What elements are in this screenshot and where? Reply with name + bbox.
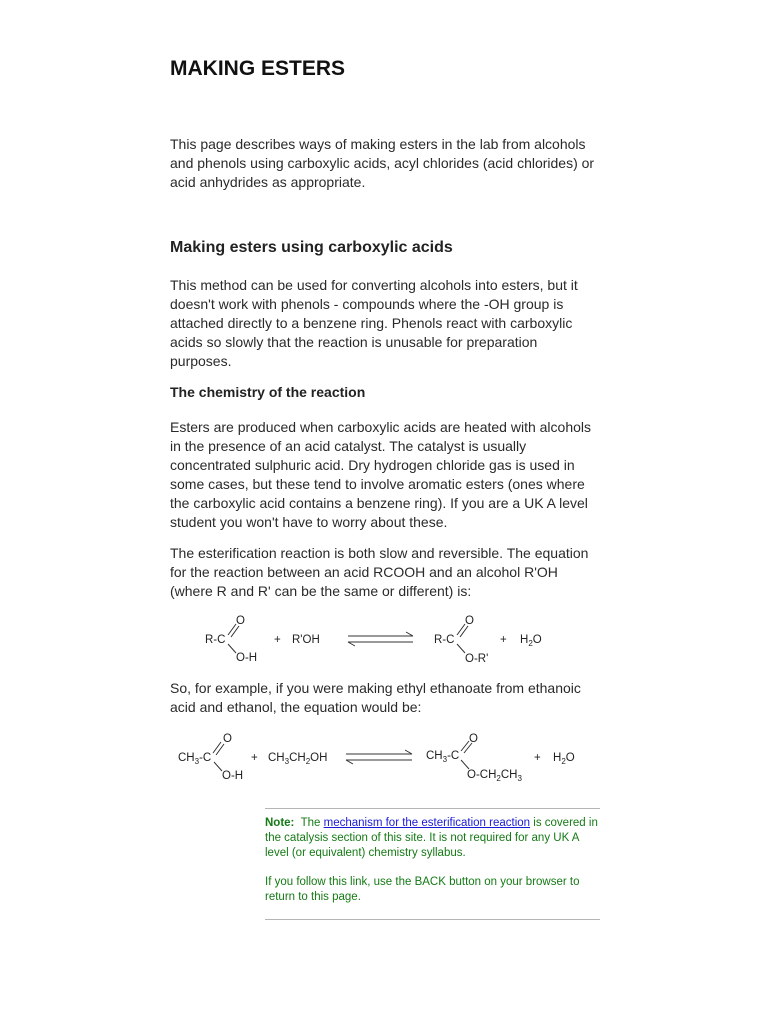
chemistry-paragraph: Esters are produced when carboxylic acids are heated with alcohols in the presence of an acid catalyst. The catalyst is usually concentrated sulphuric acid. Dry hydrogen chloride gas is used in some cases, but these tend to involve aromatic esters (ones where the carboxylic acid contains a benzene ring). If you are a UK A level student you won't have to worry about these. <box>170 419 592 530</box>
ester-or: O-R' <box>465 653 489 665</box>
ester-r-c: R-C <box>434 634 455 646</box>
plus-sign: + <box>274 634 281 646</box>
water: $H_2O$ <box>553 752 575 766</box>
note-back-paragraph: If you follow this link, use the BACK button on your browser to return to this page. <box>265 876 580 903</box>
ethanol: $CH_3CH_2OH$ <box>268 752 328 766</box>
note-text-after: is covered in the catalysis section of this site. It is not required for any UK A level (or equivalent) chemistry syllabus. <box>265 817 598 859</box>
plus-sign: + <box>500 634 507 646</box>
equilibrium-arrow-icon <box>346 750 412 764</box>
ester-carbonyl-o: O <box>469 733 478 745</box>
note-text-before: The <box>300 817 321 829</box>
alcohol: R'OH <box>292 634 320 646</box>
equilibrium-arrow-icon <box>348 632 413 646</box>
example-paragraph: So, for example, if you were making ethyl ethanoate from ethanoic acid and ethanol, the equation would be: <box>170 680 581 715</box>
ester-carbonyl-o: O <box>465 615 474 627</box>
subheading: The chemistry of the reaction <box>170 384 366 400</box>
acid-hydroxyl: O-H <box>236 652 258 664</box>
acid-hydroxyl: O-H <box>222 770 244 782</box>
note-label: Note: <box>265 817 295 829</box>
plus-sign: + <box>251 752 258 764</box>
page-title: MAKING ESTERS <box>170 57 346 80</box>
intro-paragraph: This page describes ways of making esters in the lab from alcohols and phenols using carboxylic acids, acyl chlorides (acid chlorides) or acid anhydrides as appropriate. <box>170 136 595 190</box>
esterification-paragraph: The esterification reaction is both slow and reversible. The equation for the reaction between an acid RCOOH and an alcohol R'OH (where R and R' can be the same or different) is: <box>170 545 589 599</box>
water: $H_2O$ <box>520 634 542 648</box>
ethyl-ethanoate: $CH_3-C$ <box>426 750 460 764</box>
ester-ethoxy: $O-CH_2CH_3$ <box>467 769 522 783</box>
ethyl-ethanoate-equation <box>170 728 602 788</box>
acid-carbonyl-o: O <box>223 733 232 745</box>
general-esterification-equation <box>170 610 602 670</box>
note-box <box>265 808 600 920</box>
acid-carbonyl-o: O <box>236 615 245 627</box>
note-paragraph <box>265 816 600 861</box>
section-heading: Making esters using carboxylic acids <box>170 239 453 256</box>
method-paragraph: This method can be used for converting alcohols into esters, but it doesn't work with phenols - compounds where the -OH group is attached directly to a benzene ring. Phenols react with carboxylic acids so slowly that the reaction is unusable for preparation purposes. <box>170 277 578 369</box>
ethanoic-acid: $CH_3-C$ <box>178 752 212 766</box>
plus-sign: + <box>534 752 541 764</box>
acid-r-c: R-C <box>205 634 226 646</box>
mechanism-link[interactable]: mechanism for the esterification reaction <box>323 817 531 829</box>
